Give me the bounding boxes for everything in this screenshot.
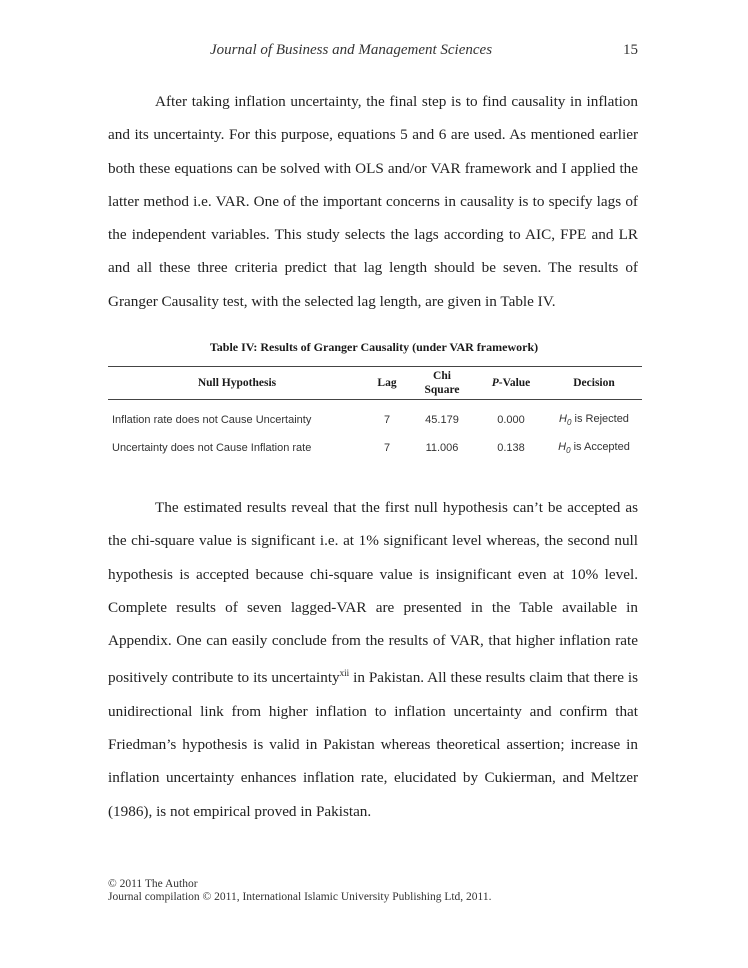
footer-compilation: Journal compilation © 2011, International Islamic University Publishing Ltd, 2011.	[108, 891, 492, 903]
row-chi-square: 11.006	[425, 442, 459, 454]
granger-causality-table	[108, 366, 642, 462]
table-row	[108, 434, 642, 462]
row-hypothesis: Uncertainty does not Cause Inflation rate	[112, 442, 312, 454]
header-chi-line1: Chi	[433, 370, 451, 382]
header-p-value	[476, 367, 546, 400]
row-lag: 7	[383, 414, 391, 426]
header-p-italic: P	[491, 377, 499, 389]
h0-symbol	[559, 412, 572, 428]
h0-letter: H	[558, 440, 567, 453]
footnote-marker: xii	[339, 668, 350, 679]
header-lag: Lag	[366, 367, 408, 400]
header-p-rest: -Value	[498, 377, 531, 389]
decision-text: is Accepted	[570, 440, 630, 453]
results-text-part1: The estimated results reveal that the first null hypothesis can’t be accepted as the chi-square value is significant i.e. at 1% significant level whereas, the second null hypothesis is accepted because chi-square value is insignificant even at 10% level. Complete results of seven lagged-VAR are presented in the Table available in Appendix. One can easily conclude from the results of VAR, that higher inflation rate positively contribute to its uncertainty	[108, 499, 638, 687]
table-row	[108, 400, 642, 435]
row-decision	[546, 434, 642, 462]
header-null-hypothesis: Null Hypothesis	[108, 367, 366, 400]
row-hypothesis: Inflation rate does not Cause Uncertainty	[112, 414, 312, 426]
decision-text: is Rejected	[571, 412, 629, 425]
journal-name: Journal of Business and Management Sciences	[210, 42, 493, 58]
row-p-value: 0.000	[497, 414, 525, 426]
paragraph-results	[108, 491, 638, 828]
footer-copyright: © 2011 The Author	[108, 878, 198, 890]
row-lag: 7	[383, 442, 391, 454]
h0-symbol	[558, 440, 571, 456]
row-p-value: 0.138	[497, 442, 525, 454]
row-decision	[546, 400, 642, 435]
h0-letter: H	[559, 412, 567, 425]
running-header	[108, 42, 640, 62]
results-text-part2: in Pakistan. All these results claim that there is unidirectional link from higher inflation to inflation uncertainty and confirm that Friedman’s hypothesis is valid in Pakistan whereas theoretical assertion; increase in inflation uncertainty enhances inflation rate, elucidated by Cukierman, and Meltzer (1986), is not empirical proved in Pakistan.	[108, 669, 638, 820]
page-number: 15	[623, 42, 638, 58]
header-chi-line2: Square	[424, 384, 460, 396]
h0-subscript: 0	[567, 418, 572, 428]
h0-subscript: 0	[566, 446, 571, 456]
header-decision: Decision	[546, 367, 642, 400]
paragraph-intro: After taking inflation uncertainty, the final step is to find causality in inflation and its uncertainty. For this purpose, equations 5 and 6 are used. As mentioned earlier both these equations can be solved with OLS and/or VAR framework and I applied the latter method i.e. VAR. One of the important concerns in causality is to specify lags of the independent variables. This study selects the lags according to AIC, FPE and LR and all these three criteria predict that lag length should be seven. The results of Granger Causality test, with the selected lag length, are given in Table IV.	[108, 93, 638, 310]
header-chi-square	[408, 367, 476, 400]
page-footer	[108, 878, 492, 904]
table-caption: Table IV: Results of Granger Causality (under VAR framework)	[209, 340, 539, 354]
table-header-row	[108, 367, 642, 400]
row-chi-square: 45.179	[425, 414, 459, 426]
